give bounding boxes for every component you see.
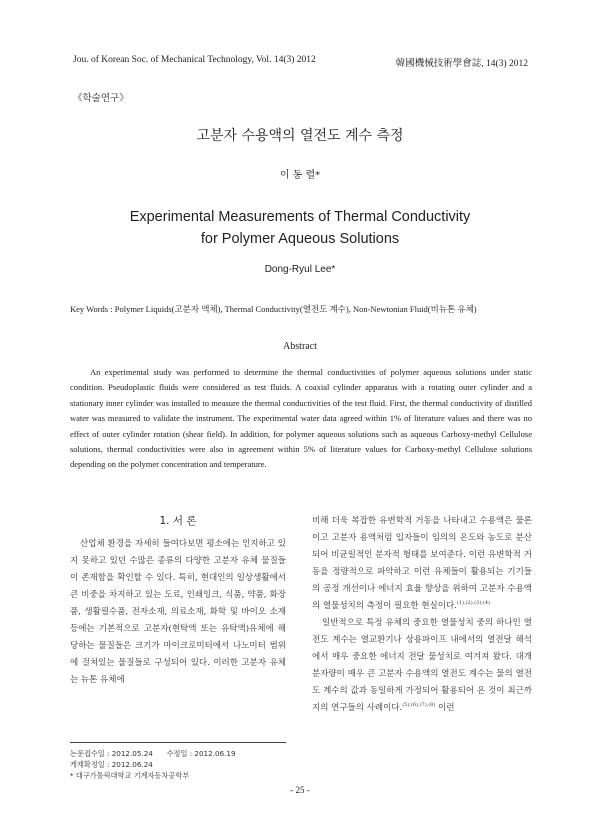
intro-paragraph-1: 산업체 환경을 자세히 들여다보면 평소에는 인지하고 있지 못하고 있던 수많은 종류의 다양한 고분자 유체 물질들이 존재함을 확인할 수 있다. 특히, 현대인의 일상생활에서 큰 비중을 차지하고 있는 도료, 인쇄잉크, 식품, 약품, 화장품, 생활필수품, 전자소재, 의료소재, 화학 및 바이오 소재 등에는 기본적으로 고분자(현탁액 또는 유탁액)유체에 해당하는 물질들은 크기가 마이크로미터에서 나노미터 범위에 걸쳐있는 물질들로 구성되어 있다. 이러한 고분자 유체는 뉴톤 유체에: [70, 539, 286, 685]
author-english: Dong-Ryul Lee*: [264, 264, 336, 275]
intro-paragraph-1-continued: [312, 513, 532, 615]
intro-paragraph-2: [312, 615, 532, 717]
paragraph-text: 비해 더욱 복잡한 유변학적 거동을 나타내고 수용액은 물론이고 고분자 용액처럼 입자들이 임의의 온도와 농도로 분산되어 비균일적인 분자적 형태를 보여준다. 이런 유변학적 거동을 정량적으로 파악하고 이런 유체들이 활용되는 기기들의 공정 개선이나 에너지 효율 향상을 위하여 고분자 수용액의 열물성치의 측정이 필요한 현실이다.: [312, 516, 532, 611]
received-date: 논문접수일 : 2012.05.24: [70, 749, 153, 758]
page-number: - 25 -: [290, 785, 310, 795]
abstract-heading: Abstract: [283, 341, 317, 352]
author-korean: 이 동 렬*: [279, 170, 321, 181]
abstract-body: [70, 365, 532, 473]
section-heading-introduction: 1. 서 론: [159, 515, 197, 527]
footnote-divider: [70, 742, 286, 743]
keywords: Key Words : Polymer Liquids(고분자 액체), Thermal Conductivity(열전도 계수), Non-Newtonian Fluid(비뉴톤 유체): [70, 304, 477, 314]
journal-header-en: Jou. of Korean Soc. of Mechanical Technology, Vol. 14(3) 2012: [73, 55, 316, 65]
title-english-line2: for Polymer Aqueous Solutions: [200, 231, 400, 247]
left-column: [70, 536, 286, 689]
title-korean: 고분자 수용액의 열전도 계수 측정: [196, 128, 404, 144]
right-column: [312, 513, 532, 717]
article-category: 《학술연구》: [73, 93, 129, 104]
paragraph-tail: 이런: [435, 703, 455, 713]
citation-refs: (1),(2),(3),(4): [456, 600, 490, 607]
title-english-line1: Experimental Measurements of Thermal Conductivity: [129, 209, 471, 225]
abstract-paragraph: An experimental study was performed to determine the thermal conductivities of polymer aqueous solutions under static condition. Pseudoplastic fluids were considered as test fluids. A coaxial cylinder apparatus with a rotating outer cylinder and a stationary inner cylinder was installed to measure the thermal conductivities of the test fluid. First, the thermal conductivity of distilled water was measured to validate the instrument. The experimental water data agreed within 1% of literature values and there was no effect of outer cylinder rotation (shear field). In addition, for polymer aqueous solutions such as aqueous Carboxy-methyl Cellulose solutions, thermal conductivities were also in agreement within 5% of literature values for Carboxy-methyl Cellulose solutions depending on the polymer concentration and temperature.: [70, 367, 532, 470]
author-affiliation: * 대구가톨릭대학교 기계자동차공학부: [70, 771, 190, 780]
citation-refs: (5),(6),(7),(8): [402, 702, 436, 709]
journal-header-kr: 韓國機械技術學會誌, 14(3) 2012: [395, 59, 528, 69]
footnote-dates: [70, 748, 300, 759]
paragraph-text: 일반적으로 특정 유체의 중요한 열물성치 중의 하나인 열전도 계수는 열교환기나 상용파이프 내에서의 열전달 해석에서 매우 중요한 에너지 전달 물성치로 여겨져 왔다. 대개 분자량이 매우 큰 고분자 수용액의 열전도 계수는 물의 열전도 계수의 값과 동일하게 가정되어 활용되어 온 것이 최근까지의 연구들의 사례이다.: [312, 618, 532, 713]
footnote: [70, 748, 300, 781]
title-english: [0, 206, 600, 250]
accepted-date: 게재확정일 : 2012.06.24: [70, 760, 153, 769]
revised-date: 수정일 : 2012.06.19: [166, 749, 236, 758]
